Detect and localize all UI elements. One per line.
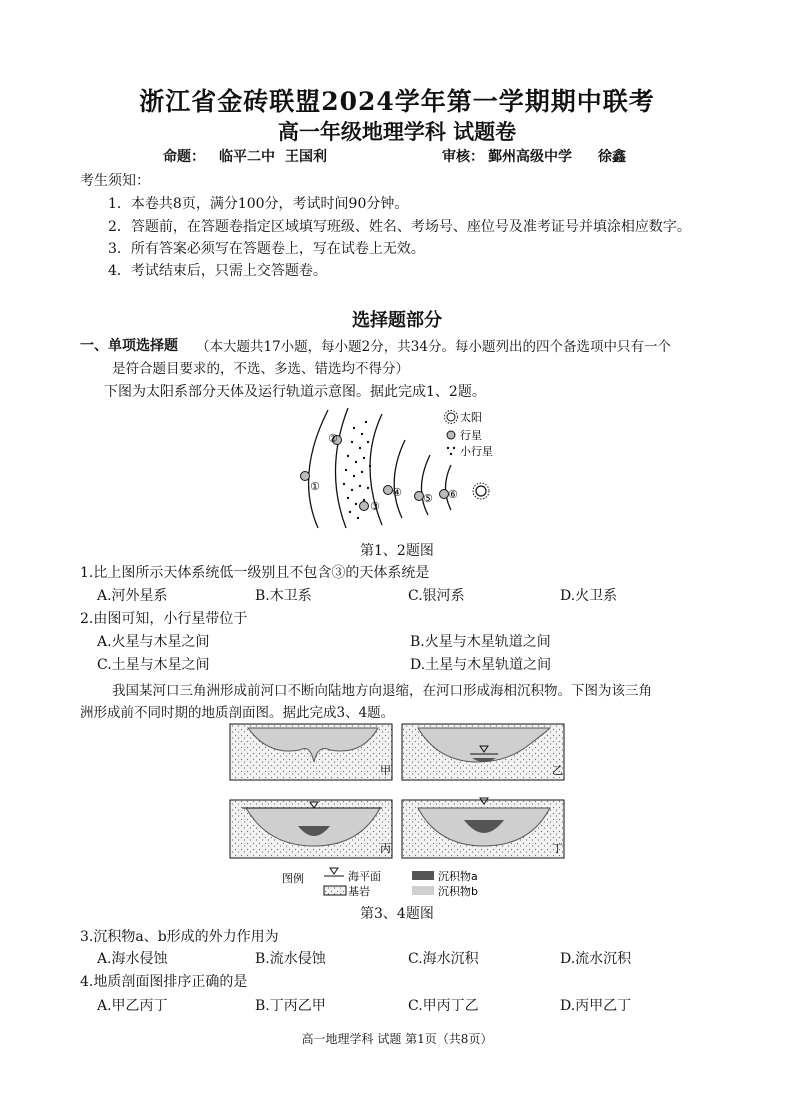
- label-4: ④: [392, 486, 402, 499]
- question-intro: 洲形成前不同时期的地质剖面图。据此完成3、4题。: [80, 705, 395, 721]
- reviewer-label: 审核：: [442, 149, 484, 165]
- legend-asteroid-icon: [447, 447, 455, 455]
- legend-sea-level: 海平面: [348, 870, 381, 883]
- legend-asteroid-label: 小行星: [460, 445, 493, 458]
- question-intro: 下图为太阳系部分天体及运行轨道示意图。据此完成1、2题。: [104, 384, 486, 400]
- sediment-a-swatch: [412, 871, 434, 880]
- orbit: [309, 410, 328, 528]
- option-b: B.流水侵蚀: [255, 951, 326, 967]
- legend-bedrock: 基岩: [348, 885, 370, 898]
- question-stem: 2.由图可知，小行星带位于: [80, 611, 248, 627]
- label-yi: 乙: [552, 764, 563, 777]
- label-2: ②: [328, 432, 338, 445]
- label-1: ①: [310, 480, 320, 493]
- orbit: [335, 408, 348, 528]
- option-c: C.海水沉积: [408, 951, 479, 967]
- option-c: C.土星与木星之间: [97, 657, 210, 673]
- author-school: 临平二中: [219, 149, 275, 165]
- page-footer: 高一地理学科 试题 第1页（共8页）: [301, 1032, 493, 1046]
- option-b: B.木卫系: [255, 588, 312, 604]
- author-name: 王国利: [285, 149, 327, 165]
- profile-bing: [230, 800, 392, 858]
- orbit: [421, 455, 430, 515]
- bedrock-swatch: [324, 886, 346, 895]
- label-ding: 丁: [552, 842, 563, 855]
- legend-sediment-a: 沉积物a: [438, 870, 478, 883]
- geologic-profile-figure: [228, 722, 568, 900]
- option-a: A.火星与木星之间: [97, 634, 210, 650]
- part-heading: 一、单项选择题: [80, 338, 178, 354]
- notice-item: 2．答题前，在答题卷指定区域填写班级、姓名、考场号、座位号及准考证号并填涂相应数字。: [108, 219, 691, 235]
- profile-ding: [402, 798, 564, 858]
- legend-title: 图例: [282, 872, 304, 885]
- option-d: D.火卫系: [560, 588, 618, 604]
- planet-3: [360, 502, 369, 511]
- legend-sun-icon: [445, 411, 458, 424]
- notice-heading: 考生须知：: [80, 173, 150, 189]
- solar-system-figure: [290, 400, 510, 530]
- sediment-b-swatch: [412, 886, 434, 895]
- author-label: 命题：: [163, 149, 205, 165]
- legend-planet-label: 行星: [460, 429, 482, 442]
- planet-1: [301, 472, 310, 481]
- option-d: D.丙甲乙丁: [560, 998, 632, 1014]
- notice-item: 1．本卷共8页，满分100分，考试时间90分钟。: [108, 196, 409, 212]
- exam-title: 浙江省金砖联盟2024学年第一学期期中联考: [139, 87, 655, 116]
- exam-subtitle: 高一年级地理学科 试题卷: [277, 119, 517, 144]
- reviewer-school: 鄞州高级中学: [488, 149, 572, 165]
- option-a: A.甲乙丙丁: [97, 998, 168, 1014]
- option-c: C.银河系: [408, 588, 465, 604]
- section-title: 选择题部分: [352, 310, 442, 331]
- legend-sediment-b: 沉积物b: [438, 885, 478, 898]
- reviewer-name: 徐鑫: [598, 149, 626, 165]
- question-intro: 我国某河口三角洲形成前河口不断向陆地方向退缩，在河口形成海相沉积物。下图为该三角: [112, 683, 652, 699]
- option-c: C.甲丙丁乙: [408, 998, 479, 1014]
- question-stem: 1.比上图所示天体系统低一级别且不包含③的天体系统是: [80, 565, 430, 581]
- label-3: ③: [370, 500, 380, 513]
- notice-item: 4．考试结束后，只需上交答题卷。: [108, 263, 327, 279]
- question-stem: 3.沉积物a、b形成的外力作用为: [80, 929, 279, 945]
- label-6: ⑥: [448, 488, 458, 501]
- label-jia: 甲: [380, 764, 391, 777]
- label-5: ⑤: [423, 492, 433, 505]
- profile-yi: [402, 724, 564, 780]
- sea-level-marker-icon: [330, 868, 338, 874]
- profile-jia: [230, 724, 392, 780]
- option-d: D.土星与木星轨道之间: [410, 657, 552, 673]
- legend-sun-label: 太阳: [460, 411, 482, 424]
- question-stem: 4.地质剖面图排序正确的是: [80, 974, 248, 990]
- part-description: 是符合题目要求的，不选、多选、错选均不得分）: [112, 361, 409, 377]
- notice-item: 3．所有答案必须写在答题卷上，写在试卷上无效。: [108, 241, 425, 257]
- part-description: （本大题共17小题，每小题2分，共34分。每小题列出的四个备选项中只有一个: [196, 339, 671, 355]
- option-b: B.火星与木星轨道之间: [410, 634, 551, 650]
- legend-planet-icon: [447, 431, 455, 439]
- option-a: A.河外星系: [97, 588, 168, 604]
- orbit: [394, 440, 405, 518]
- option-b: B.丁丙乙甲: [255, 998, 326, 1014]
- figure-caption: 第3、4题图: [360, 906, 434, 922]
- label-bing: 丙: [380, 842, 391, 855]
- sun-icon: [473, 483, 489, 499]
- option-d: D.流水沉积: [560, 951, 632, 967]
- option-a: A.海水侵蚀: [97, 951, 168, 967]
- figure-caption: 第1、2题图: [360, 543, 434, 559]
